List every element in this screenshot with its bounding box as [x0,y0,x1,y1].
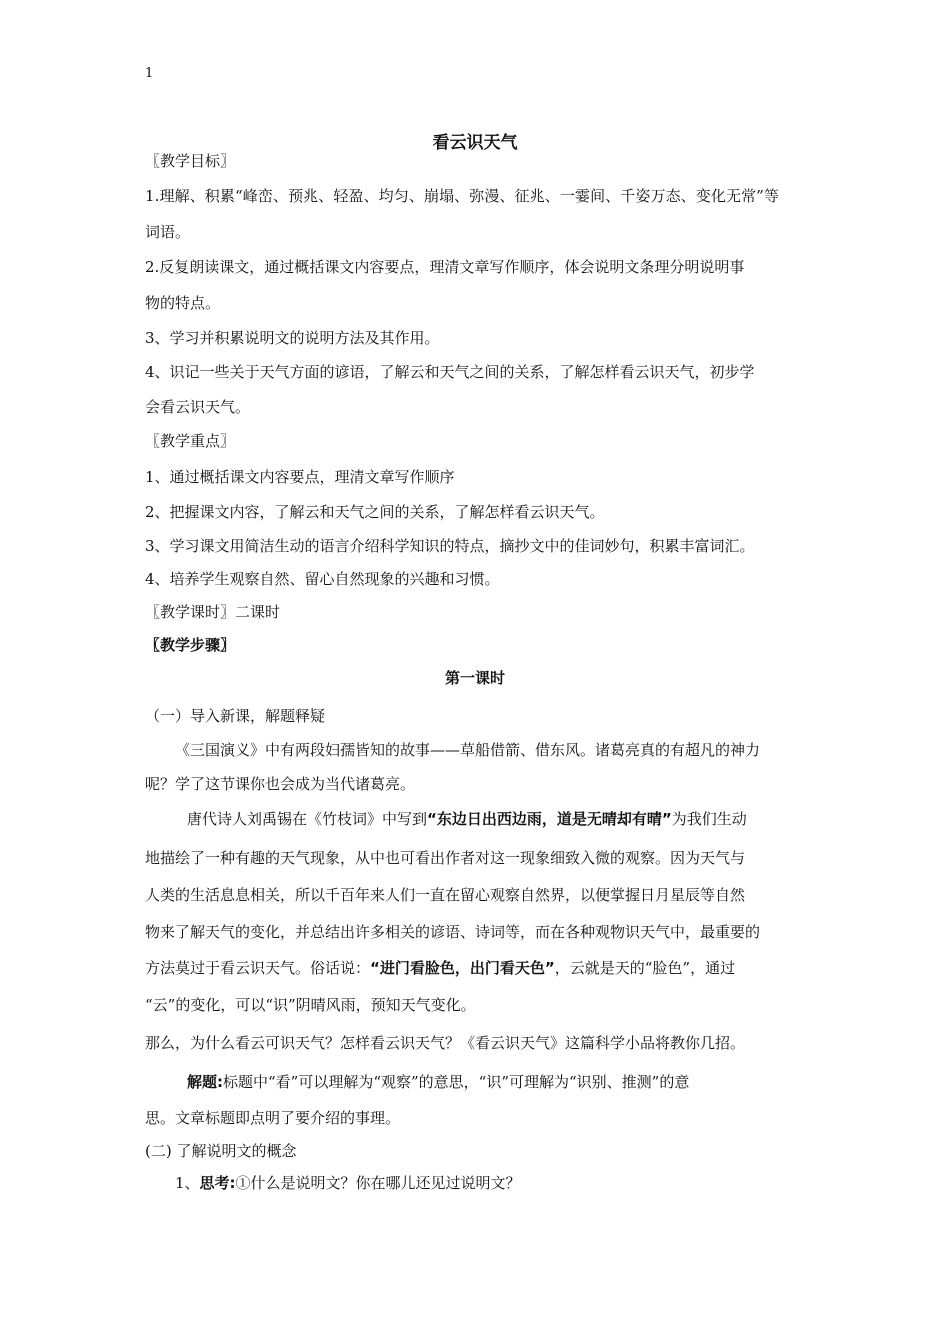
saying-line-tail: ，云就是天的“脸色”，通过 [554,959,736,977]
objective-item-3: 3、学习并积累说明文的说明方法及其作用。 [145,329,440,347]
intro-paragraph-line-1: 《三国演义》中有两段妇孺皆知的故事——草船借箭、借东风。诸葛亮真的有超凡的神力 [175,741,761,759]
key-point-item-3: 3、学习课文用简洁生动的语言介绍科学知识的特点，摘抄文中的佳词妙句，积累丰富词汇。 [145,537,755,555]
objectives-header: 〖教学目标〗 [145,152,236,170]
poem-paragraph-line-1 [187,809,747,829]
intro-paragraph-line-2: 呢？学了这节课你也会成为当代诸葛亮。 [145,775,416,793]
steps-header: 〖教学步骤〗 [145,636,236,654]
poem-intro-text: 唐代诗人刘禹锡在《竹枝词》中写到 [187,810,428,828]
poem-paragraph-line-5 [145,958,735,978]
objective-item-2-line-1: 2.反复朗读课文，通过概括课文内容要点，理清文章写作顺序，体会说明文条理分明说明事 [145,258,745,276]
poem-quote: “东边日出西边雨，道是无晴却有晴” [427,810,672,828]
page-number: 1 [145,66,154,81]
saying-intro-text: 方法莫过于看云识天气。俗话说： [145,959,371,977]
key-point-item-4: 4、培养学生观察自然、留心自然现象的兴趣和习惯。 [145,570,500,588]
key-point-item-2: 2、把握课文内容，了解云和天气之间的关系，了解怎样看云识天气。 [145,503,605,521]
poem-paragraph-line-4: 物来了解天气的变化，并总结出许多相关的谚语、诗词等，而在各种观物识天气中，最重要的 [145,923,761,941]
question-paragraph: 那么，为什么看云可识天气？怎样看云识天气？《看云识天气》这篇科学小品将教你几招。 [145,1034,746,1052]
key-points-header: 〖教学重点〗 [145,432,236,450]
think-text: ①什么是说明文？你在哪儿还见过说明文？ [235,1174,521,1192]
lesson-1-title: 第一课时 [444,669,505,687]
poem-line-1-tail: 为我们生动 [671,810,747,828]
objective-item-4-line-2: 会看云识天气。 [145,398,251,416]
poem-paragraph-line-2: 地描绘了一种有趣的天气现象，从中也可看出作者对这一现象细致入微的观察。因为天气与 [145,849,746,867]
title-explanation-line-1 [187,1072,689,1092]
key-point-item-1: 1、通过概括课文内容要点，理清文章写作顺序 [145,468,455,486]
title-explanation-text: 标题中“看”可以理解为“观察”的意思，“识”可理解为“识别、推测”的意 [223,1073,690,1091]
objective-item-1-line-2: 词语。 [145,223,191,241]
class-hours: 〖教学课时〗二课时 [145,603,281,621]
saying-quote: “进门看脸色，出门看天色” [370,959,555,977]
poem-paragraph-line-6: “云”的变化，可以“识”阴晴风雨，预知天气变化。 [145,996,476,1014]
title-explanation-line-2: 思。文章标题即点明了要介绍的事理。 [145,1109,401,1127]
poem-paragraph-line-3: 人类的生活息息相关，所以千百年来人们一直在留心观察自然界，以便掌握日月星辰等自然 [145,886,746,904]
title-explanation-label: 解题: [187,1073,223,1091]
section-2-header: (二) 了解说明文的概念 [145,1142,297,1160]
objective-item-1-line-1: 1.理解、积累“峰峦、预兆、轻盈、均匀、崩塌、弥漫、征兆、一霎间、千姿万态、变化无常”等 [145,187,780,205]
objective-item-2-line-2: 物的特点。 [145,294,221,312]
document-title: 看云识天气 [432,133,518,153]
section-1-header: （一）导入新课，解题释疑 [145,707,326,725]
think-question [175,1173,521,1193]
objective-item-4-line-1: 4、识记一些关于天气方面的谚语，了解云和天气之间的关系，了解怎样看云识天气，初步学 [145,363,755,381]
think-prefix: 1、 [175,1174,200,1192]
think-label: 思考: [199,1174,236,1192]
